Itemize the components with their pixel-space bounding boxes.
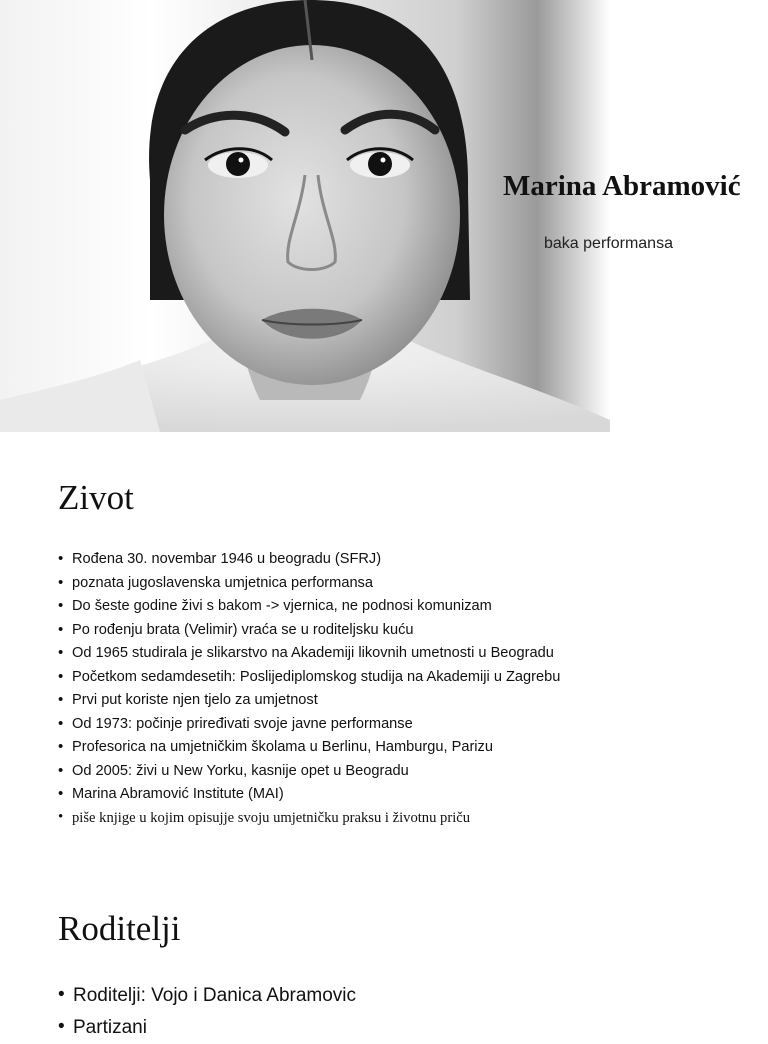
list-item: • Rođena 30. novembar 1946 u beogradu (SFRJ) (58, 548, 560, 572)
slide-title: Roditelji (58, 909, 181, 948)
slide-title: Zivot (58, 478, 134, 517)
list-item: • Po rođenju brata (Velimir) vraća se u roditeljsku kuću (58, 619, 560, 643)
list-item: • Početkom sedamdesetih: Poslijediplomskog studija na Akademiji u Zagrebu (58, 666, 560, 690)
list-item: • piše knjige u kojim opisujje svoju umjetničku praksu i životnu priču (58, 807, 560, 831)
portrait-photo (0, 0, 610, 432)
list-item: • Profesorica na umjetničkim školama u Berlinu, Hamburgu, Parizu (58, 736, 560, 760)
list-item: • Partizani (58, 1012, 356, 1044)
title-name: Marina Abramović (503, 170, 741, 202)
list-item: • Od 1973: počinje priređivati svoje javne performanse (58, 713, 560, 737)
roditelji-slide (0, 864, 768, 1038)
list-item: • Roditelji: Vojo i Danica Abramovic (58, 980, 356, 1012)
bullet-list (58, 548, 560, 830)
list-item: • Od 2005: živi u New Yorku, kasnije opet u Beogradu (58, 760, 560, 784)
title-subtitle: baka performansa (544, 235, 673, 252)
list-item: • Marina Abramović Institute (MAI) (58, 783, 560, 807)
zivot-slide (0, 432, 768, 864)
list-item: • poznata jugoslavenska umjetnica performansa (58, 572, 560, 596)
bullet-list (58, 980, 356, 1044)
list-item: • Prvi put koriste njen tjelo za umjetnost (58, 689, 560, 713)
list-item: • Do šeste godine živi s bakom -> vjernica, ne podnosi komunizam (58, 595, 560, 619)
list-item: • Od 1965 studirala je slikarstvo na Akademiji likovnih umetnosti u Beogradu (58, 642, 560, 666)
title-slide (0, 0, 768, 432)
